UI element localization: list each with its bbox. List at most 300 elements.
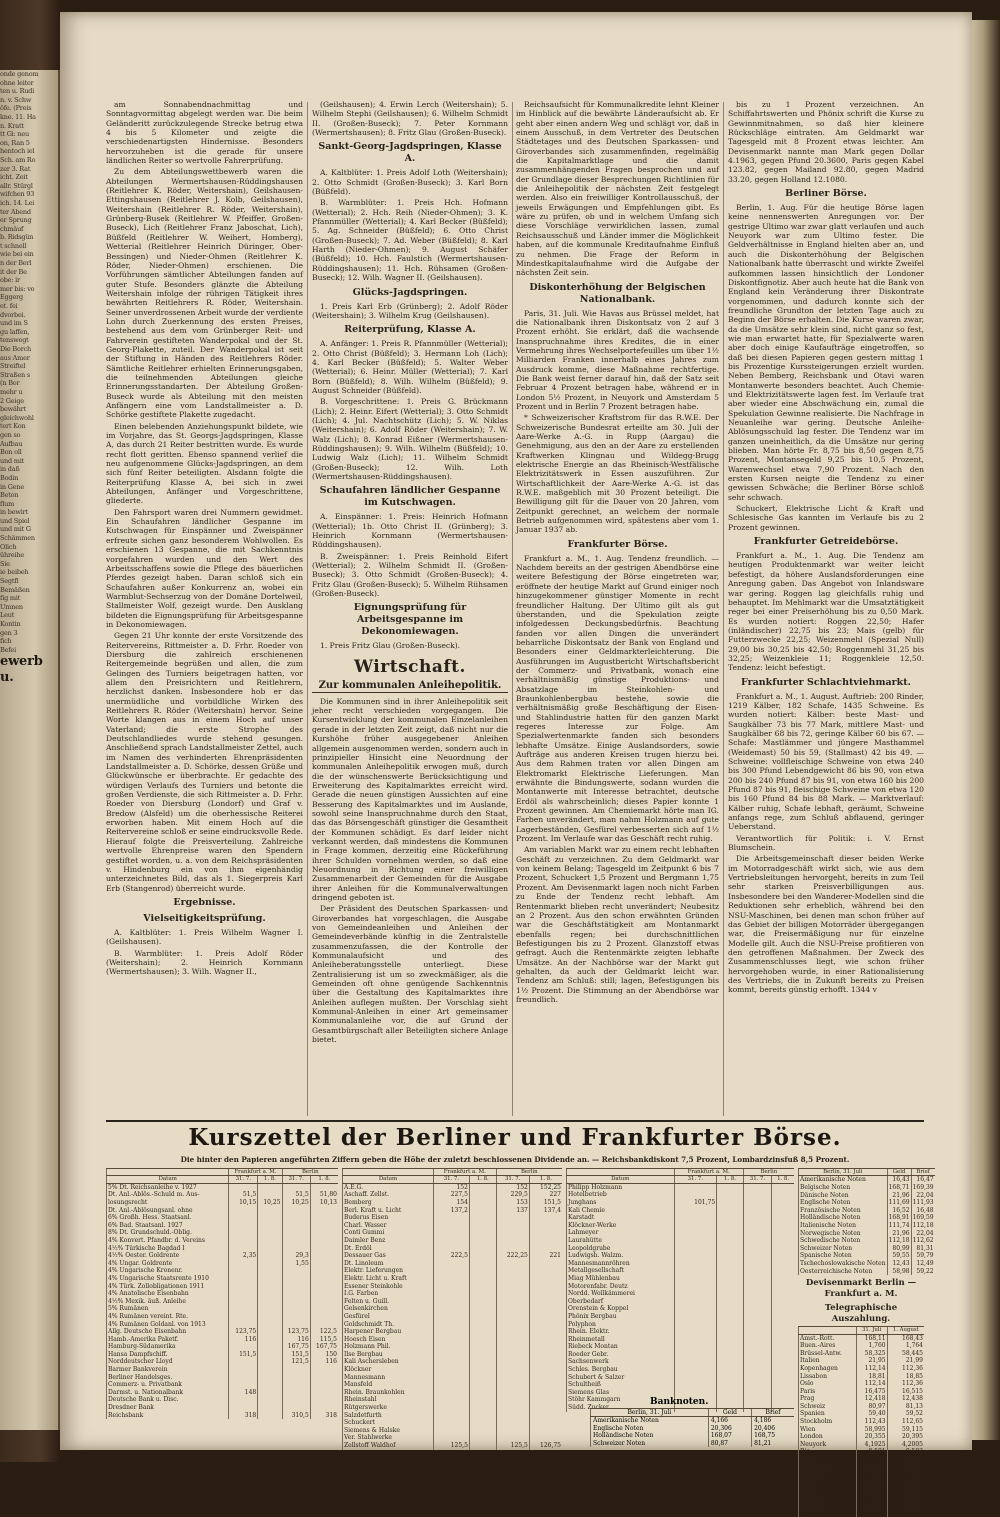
table-row <box>107 1374 339 1382</box>
security-name: Rhein. Braunkohlen <box>343 1389 434 1397</box>
quote-value: 20,355 <box>856 1433 887 1441</box>
quote-value <box>496 1427 529 1435</box>
quote-value: 318 <box>229 1412 258 1420</box>
security-name: Darmst. u. Nationalbank <box>107 1389 229 1397</box>
banknotes-table <box>590 1408 794 1447</box>
quote-value <box>717 1321 744 1329</box>
blank-header <box>107 1169 229 1176</box>
quote-value <box>469 1275 496 1283</box>
quote-value <box>469 1374 496 1382</box>
table-row <box>567 1199 795 1207</box>
wirtschaft-heading: Wirtschaft. <box>354 656 466 677</box>
table-row <box>343 1214 563 1222</box>
section-rule <box>106 1120 924 1122</box>
previous-page-line: (n Bor <box>0 379 20 388</box>
city-name: Athen <box>799 1509 857 1517</box>
column-header: Berlin, 31. Juli <box>591 1409 709 1417</box>
quote-value <box>717 1389 744 1397</box>
security-name: Junghans <box>567 1199 675 1207</box>
quote-value <box>772 1381 794 1389</box>
quote-value <box>469 1283 496 1291</box>
quote-value <box>772 1260 794 1268</box>
quote-value <box>258 1404 282 1412</box>
quote-value <box>229 1313 258 1321</box>
quote-value: 221 <box>529 1252 562 1260</box>
quote-value <box>743 1396 771 1404</box>
previous-page-edge <box>0 70 60 1430</box>
quote-value <box>743 1336 771 1344</box>
previous-page-line: ühreihe <box>0 551 25 560</box>
security-name: 4% Ungarische Kronenr. <box>107 1267 229 1275</box>
currency-name: Schwedische Noten <box>799 1237 888 1245</box>
quote-value <box>529 1396 562 1404</box>
article-paragraph: (Geilshausen); 4. Erwin Lerch (Weitershain); 5. Wilhelm Stephi (Geilshausen); 6. Wilhelm Schmidt II. (Großen-Buseck); 7. Peter Kornmann (Wermertshausen); 8. Fritz Glau (Großen-Buseck). <box>312 100 508 138</box>
quote-value: 1,951 <box>887 1456 924 1464</box>
result-paragraph: A. Anfänger: 1. Preis R. Pfannmüller (Wetterial); 2. Otto Christ (Büßfeld); 3. Hermann Loh (Lich); 4. Karl Becker (Büßfeld); 5. Walter Weber (Wetterial); 6. Heinr. Müller (Wetterial); 7. Karl Born (Büßfeld); 8. Wilh. Wilhelm (Büßfeld); 9. August Schneider (Büßfeld). <box>312 339 508 395</box>
table-row <box>107 1199 339 1207</box>
quote-value <box>469 1298 496 1306</box>
security-name: Englische Noten <box>591 1425 709 1432</box>
article-paragraph: am Sonnabendnachmittag und Sonntagvormittag abgelegt werden war. Die beim Geländeritt zurückzulegende Strecke betrug etwa 4 bis 5 Kilometer und zeigte die verschiedenartigsten Hindernisse. Besonders hervorzuheben ist die gerade für unsere ländlichen Reiter so wertvolle Fahrerprüfung. <box>106 100 303 166</box>
quote-value <box>258 1260 282 1268</box>
table-row <box>567 1183 795 1191</box>
table-row <box>799 1342 925 1350</box>
quote-value <box>717 1283 744 1291</box>
table-row <box>799 1418 925 1426</box>
table-row <box>343 1183 563 1191</box>
article-paragraph: Am variablen Markt war zu einem recht lebhaften Geschäft zu verzeichnen. Zu dem Geldmarkt war von keinem Belang; Tagesgeld im Zeitpunkt 6 bis 7 Prozent, Schuckert 1,5 Prozent und Bergmann 1,75 Prozent. Am Devisenmarkt lagen noch nicht Farben zu Ende der Tendenz recht lebhaft. Am Rentenmarkt blieben recht unverändert; Neubesitz an 2 Prozent. Aus den schon erwähnten Gründen war die Geschäftstätigkeit am Montanmarkt ebenfalls regen; bei durchschnittlichen Befestigungen bis zu 2 Prozent. Glanzstoff etwas gefragt. Auch die Rentenmärkte zeigten lebhafte Umsätze. An der Nachbörse war der Markt gut gehalten, da auch der Geldmarkt leicht war. Tendenz am Schluß: still; lagen, Befestigungen bis 1½ Prozent. Die Stimmung an der Abendbörse war freundlich. <box>516 845 719 1004</box>
security-name: Norddeutscher Lloyd <box>107 1358 229 1366</box>
currency-name: Tschechoslowakische Noten <box>800 1259 886 1267</box>
quote-value <box>434 1267 470 1275</box>
security-name: 6% Großh. Hess. Staatsanl. <box>107 1214 229 1222</box>
previous-page-line: Die Borch <box>0 345 32 353</box>
quote-value <box>310 1214 338 1222</box>
quote-value: 151,5 <box>229 1351 258 1359</box>
security-name: Dt. Anl.-Ablösungsanl. ohne <box>107 1207 229 1215</box>
result-paragraph: A. Einspänner: 1. Preis: Heinrich Hofmann (Wetterial); 1b. Otto Christ II. (Grünberg); 3. Heinrich Kornmann (Wermertshausen-Rüddingshausen). <box>312 512 508 550</box>
security-name: Hoesch Eisen <box>343 1336 434 1344</box>
quote-value <box>229 1183 258 1191</box>
quote-value <box>772 1396 794 1404</box>
quote-value: 51,5 <box>229 1191 258 1199</box>
article-paragraph: Einen belebenden Anziehungspunkt bildete, wie im Vorjahre, das St. Georgs-Jagdspringen, Klasse A, das durch 21 Reiter bestritten wurde. Es wurde recht flott geritten. Ebenso spannend verlief die neu aufgenommene Glücks-Jagdspringen, an dem sich fünf Reiter beteiligten. Alsdann folgte die Reiterprüfung Klasse A, bei sich in zwei Abteilungen, Anfänger und Vorgeschrittene, gliederte. <box>106 421 303 506</box>
security-name: 5% Dt. Reichsanleihe v. 1927 <box>107 1183 229 1191</box>
previous-page-line: und mit <box>0 456 25 465</box>
quote-value <box>674 1381 717 1389</box>
quote-value <box>529 1381 562 1389</box>
quote-value <box>772 1366 794 1374</box>
quote-value <box>310 1374 338 1382</box>
quote-value <box>529 1427 562 1435</box>
quote-value <box>469 1404 496 1412</box>
table-row <box>107 1396 339 1404</box>
quote-value <box>469 1366 496 1374</box>
quote-value <box>717 1351 744 1359</box>
quote-value <box>310 1389 338 1397</box>
quote-value <box>743 1267 771 1275</box>
quote-value <box>469 1183 496 1191</box>
column-2 <box>312 100 508 1118</box>
quote-value <box>529 1260 562 1268</box>
newspaper-page <box>60 12 972 1517</box>
article-paragraph: Die Arbeitsgemeinschaft dieser beiden Werke im Motorradgeschäft wirkt sich, wie aus dem Vertriebsleitungen hervorgeht, bereits in zum Teil sehr starken Preisverbilligungen aus. Insbesondere bei den Wanderer-Modellen sind die Reduktionen sehr erheblich, während bei den NSU-Maschinen, bei denen man schon früher auf das Gebiet der billigen Motorräder übergegangen war, die Preisermäßigung nur für einzelne Modelle gilt. Auch die NSU-Preise profitieren von den getroffenen Maßnahmen. Der Zweck des Zusammenschlusses liegt, wie schon früher hervorgehoben wurde, in einer Rationalisierung des Vertriebs, die in Zukunft bereits zu Preisen kommt, bereits günstig erhofft. 1344 v <box>728 854 924 995</box>
quote-value <box>674 1351 717 1359</box>
table-row <box>343 1245 563 1253</box>
table-row <box>799 1260 935 1268</box>
table-row <box>799 1334 925 1342</box>
quote-value <box>229 1343 258 1351</box>
security-name: Elektr. Licht u. Kraft <box>343 1275 434 1283</box>
table-row <box>567 1366 795 1374</box>
table-row <box>343 1275 563 1283</box>
section-heading: Ergebnisse. <box>173 896 236 908</box>
table-row <box>799 1230 935 1238</box>
quote-value <box>258 1237 282 1245</box>
previous-page-line: er Sprung <box>0 216 32 225</box>
quote-value <box>229 1229 258 1237</box>
result-paragraph: 1. Preis Karl Erb (Grünberg); 2. Adolf Röder (Weitershain); 3. Wilhelm Krug (Geilshausen). <box>312 301 508 320</box>
quote-value: 4,166 <box>708 1417 751 1425</box>
security-name: Kali Chemie <box>567 1207 675 1215</box>
city-name: Amst.-Rott. <box>799 1334 857 1342</box>
quote-value <box>282 1396 310 1404</box>
previous-page-line: Beton <box>0 491 19 500</box>
quote-value <box>529 1321 562 1329</box>
quote-value <box>743 1222 771 1230</box>
quote-value <box>258 1313 282 1321</box>
quote-value: 152,25 <box>529 1183 562 1191</box>
article-paragraph: bis zu 1 Prozent verzeichnen. An Schiffahrtswerten und Phönix schrift die Kurse zu Gewinnmitnahmen, so daß hier kleinere Rückschläge eintraten. Am Geldmarkt war Tagesgeld mit 8 Prozent etwas leichter. Am Devisenmarkt nannte man Mark gegen Dollar 4.1963, gegen Pfund 20.3600, Paris gegen Kabel 123.82, gegen Mailand 92.80, gegen Madrid 33.20, gegen Holland 12.1080. <box>728 100 924 184</box>
quote-value: 58,325 <box>856 1350 887 1358</box>
table-row <box>343 1260 563 1268</box>
security-name: Rhein. Elektr. <box>567 1328 675 1336</box>
quote-value <box>469 1237 496 1245</box>
quote-value: 112,36 <box>887 1365 924 1373</box>
quote-value <box>674 1336 717 1344</box>
security-name: Gesfürel <box>343 1313 434 1321</box>
quote-value <box>310 1305 338 1313</box>
quote-value: 123,75 <box>282 1328 310 1336</box>
quote-value <box>229 1260 258 1268</box>
table-row <box>343 1366 563 1374</box>
quote-value: 126,75 <box>529 1442 562 1450</box>
devisen-heading: Devisenmarkt Berlin — Frankfurt a. M. <box>805 1278 917 1300</box>
quote-value <box>743 1389 771 1397</box>
security-name: Allg. Deutsche Eisenbahn <box>107 1328 229 1336</box>
quote-value <box>674 1229 717 1237</box>
result-paragraph: B. Zweispänner: 1. Preis Reinhold Eifert (Wetterial); 2. Wilhelm Schmidt II. (Großen-Buseck); 3. Otto Schmidt (Großen-Buseck); 4. Fritz Glau (Großen-Buseck); 5. Wilhelm Rühsamen (Großen-Buseck). <box>312 551 508 599</box>
quote-value <box>674 1358 717 1366</box>
quote-value: 22,04 <box>911 1192 935 1200</box>
quote-value <box>258 1229 282 1237</box>
quote-value: 73,12 <box>856 1471 887 1479</box>
security-name: Harpener Bergbau <box>343 1328 434 1336</box>
quote-value: 0,503 <box>887 1448 924 1456</box>
quote-value: 12,49 <box>911 1260 935 1268</box>
quote-value <box>674 1275 717 1283</box>
security-name: Zellstoff Waldhof <box>343 1442 434 1450</box>
previous-page-line: Sch. am Ro <box>0 155 36 164</box>
table-row <box>799 1365 925 1373</box>
quote-value <box>772 1290 794 1298</box>
quote-value <box>258 1245 282 1253</box>
security-name: Rütgerswerke <box>343 1404 434 1412</box>
previous-page-line: gen so <box>0 430 21 439</box>
security-name: Oberbedarf <box>567 1298 675 1306</box>
table-row <box>567 1328 795 1336</box>
table-row <box>343 1252 563 1260</box>
quote-value <box>772 1237 794 1245</box>
table-row <box>567 1305 795 1313</box>
previous-page-line: chmäuf <box>0 224 24 233</box>
quote-value <box>529 1222 562 1230</box>
city-name: Budapest <box>799 1471 857 1479</box>
quote-value: 169,39 <box>912 1184 934 1191</box>
quote-value <box>529 1229 562 1237</box>
table-row <box>799 1471 925 1479</box>
quote-value <box>674 1222 717 1230</box>
security-name: Südd. Zucker <box>567 1404 675 1412</box>
quote-value <box>529 1283 562 1291</box>
previous-page-line: dvorbei. <box>0 310 26 319</box>
security-name: Deutsche Bank u. Disc. <box>107 1396 229 1404</box>
quote-value <box>772 1222 794 1230</box>
quote-value <box>229 1404 258 1412</box>
security-name: Mannesmann <box>343 1374 434 1382</box>
quote-value <box>310 1183 338 1191</box>
quote-value <box>496 1237 529 1245</box>
table-row <box>107 1313 339 1321</box>
quote-value <box>229 1305 258 1313</box>
quote-value <box>674 1245 717 1253</box>
quote-value <box>529 1267 562 1275</box>
previous-page-line: wie bei ein <box>0 250 34 259</box>
quote-value: 4,2005 <box>887 1441 924 1449</box>
quote-value <box>434 1305 470 1313</box>
quote-value: 73,26 <box>887 1471 924 1479</box>
quote-value: 168,91 <box>888 1214 910 1222</box>
previous-page-line: Umnen <box>0 602 23 611</box>
quote-value <box>258 1214 282 1222</box>
table-row <box>799 1502 925 1510</box>
security-name: Holländische Noten <box>591 1432 709 1439</box>
quote-value <box>258 1328 282 1336</box>
quote-value <box>282 1229 310 1237</box>
security-name: Schuckert <box>343 1419 434 1427</box>
previous-page-line: et. fei <box>0 302 18 311</box>
quote-value: 59,115 <box>887 1426 924 1434</box>
security-name: Ilse Bergbau <box>343 1351 434 1359</box>
quote-value <box>743 1237 771 1245</box>
quote-value <box>717 1214 744 1222</box>
quote-value: 58,98 <box>887 1268 911 1276</box>
article-paragraph: Gegen 21 Uhr konnte der erste Vorsitzende des Reitervereins, Rittmeister a. D. Frhr. Roeder von Diersburg die zahlreich erschienenen Reitergemeinde begrüßen und allen, die zum Gelingen des Turniers beigetragen hatten, vor allem den Preisrichtern und Reitlehrern, herzlichst danken. Insbesondere hob er das unermüdliche und vorbildliche Wirken des Reitlehrers R. Röder (Weitershain) hervor. Seine Worte klangen aus in einem Hoch auf unser Vaterland; die erste Strophe des Deutschlandliedes wurde stehend gesungen. Anschließend sprach Landstallmeister Zettel, auch im Namen des verhinderten Ehrenpräsidenten Landstallmeister a. D. Schörke, dessen Grüße und Glückwünsche er überbrachte. Er gedachte des würdigen Verlaufs des Turniers und betonte die großen Verdienste, die sich Rittmeister a. D. Frhr. Roeder von Diersburg (Londorf) und Graf v. Bredow (Alsfeld) um die oberhessische Reiterei erworben haben. Mit einem Hoch auf die Reitervereine schloß er seine eindrucksvolle Rede. Hierauf folgte die Preisverteilung. Zahlreiche wertvolle Ehrenpreise waren den Spendern gestiftet worden, u. a. von dem Reichspräsidenten v. Hindenburg ein von ihm eigenhändig unterzeichnetes Bild, das als 1. Siegerpreis Karl Erb (Stangenrod) überreicht wurde. <box>106 631 303 893</box>
security-name: Siemens & Halske <box>343 1427 434 1435</box>
city-name: Neuyork <box>799 1441 857 1449</box>
table-row <box>107 1298 339 1306</box>
city-name: Kairo <box>799 1486 857 1494</box>
table-row <box>107 1389 339 1397</box>
kurszettel-note: Die hinter den Papieren angeführten Ziffern geben die Höhe der zuletzt beschlossenen Dividende an. — Reichsbankdiskont 7,5 Prozent, Lombardzinsfuß 8,5 Prozent. <box>180 1155 850 1164</box>
quote-value <box>674 1283 717 1291</box>
table-row <box>107 1214 339 1222</box>
quote-value <box>469 1321 496 1329</box>
kurszettel-title: Kurszettel der Berliner und Frankfurter Börse. <box>188 1124 842 1151</box>
column-header: 31. 7. <box>743 1176 771 1183</box>
security-name: Dessauer Gas <box>343 1252 434 1260</box>
quote-value <box>258 1412 282 1420</box>
quote-value <box>258 1366 282 1374</box>
quote-value <box>772 1191 794 1199</box>
quote-value <box>717 1245 744 1253</box>
security-name: Hamburg-Südamerika <box>107 1343 229 1351</box>
stock-table-3 <box>566 1168 794 1412</box>
quote-value <box>674 1183 717 1191</box>
quote-value: 116 <box>310 1358 338 1366</box>
table-row <box>567 1275 795 1283</box>
currency-name: Italienische Noten <box>799 1222 888 1230</box>
security-name: Amerikanische Noten <box>591 1417 709 1425</box>
quote-value <box>772 1305 794 1313</box>
quote-value: 20,87 <box>856 1486 887 1494</box>
section-heading: Reiterprüfung, Klasse A. <box>344 324 476 336</box>
table-row <box>567 1358 795 1366</box>
quote-value <box>469 1313 496 1321</box>
article-paragraph: * Schweizerischer Kraftstrom für das R.W.E. Der Schweizerische Bundesrat erteilte am 30. Juli der Aare-Werke A.-G. in Rupp (Aargau) die Genehmigung, aus den an der Aare zu erstellenden Kraftwerken Klingnau und Wildegg-Brugg elektrische Energie an das Rheinisch-Westfälische Elektrizitätswerk in Essen auszuführen. Zur Wirtschaftlichkeit der Aare-Werke A.-G. ist das R.W.E. maßgeblich mit 30 Prozent beteiligt. Die Bewilligung gilt für die Dauer von 20 Jahren, vom Zeitpunkt gerechnet, an welchem der normale Betrieb aufgenommen wird, spätestens aber vom 1. Januar 1937 ab. <box>516 413 719 535</box>
currency-name: Holländische Noten <box>799 1214 888 1222</box>
quote-value <box>717 1374 744 1382</box>
previous-page-line: tt Gi: neu <box>0 130 30 139</box>
quote-value <box>469 1305 496 1313</box>
quote-value <box>469 1412 496 1420</box>
quote-value <box>469 1427 496 1435</box>
table-row <box>343 1412 563 1420</box>
quote-value <box>717 1191 744 1199</box>
result-paragraph: A. Kaltblüter: 1. Preis Adolf Loth (Weitershain); 2. Otto Schmidt (Großen-Buseck); 3. Karl Born (Büßfeld). <box>312 168 508 197</box>
quote-value <box>496 1328 529 1336</box>
quote-value <box>772 1275 794 1283</box>
previous-page-line: kne. 11. Ha <box>0 112 36 121</box>
quote-value: 112,18 <box>912 1221 934 1229</box>
currency-name: Belgische Noten <box>799 1184 888 1192</box>
quote-value <box>310 1252 338 1260</box>
quote-value <box>674 1389 717 1397</box>
security-name: Hansa Dampfschiff. <box>107 1351 229 1359</box>
security-name: 4% Türk. Zollobligationen 1911 <box>107 1283 229 1291</box>
table-row <box>567 1260 795 1268</box>
quote-value <box>496 1336 529 1344</box>
blank-header <box>567 1169 675 1176</box>
quote-value <box>469 1434 496 1442</box>
quote-value <box>310 1222 338 1230</box>
result-paragraph: B. Warmblüter: 1. Preis Hch. Hofmann (Wetterial); 2. Hch. Reih (Nieder-Ohmen); 3. K. Pfannmüller (Wetterial); 4. Karl Becker (Büßfeld); 5. Ag. Schneider (Büßfeld); 6. Otto Christ (Großen-Buseck); 7. Ad. Weber (Büßfeld); 8. Karl Harth (Nieder-Ohmen); 9. August Schäfer (Büßfeld); 10. Hch. Faulstich (Wermertshausen-Rüddingshausen); 11. Hch. Rühsamen (Großen-Buseck); 12. Wilh. Wagner II. (Geilshausen). <box>312 198 508 283</box>
table-row <box>107 1366 339 1374</box>
previous-page-line: zer 3. Rat <box>0 164 31 173</box>
security-name: Reichsbank <box>107 1412 229 1420</box>
table-row <box>343 1207 563 1215</box>
quote-value <box>258 1222 282 1230</box>
quote-value <box>743 1290 771 1298</box>
quote-value <box>258 1283 282 1291</box>
security-name: Conti Gummi <box>343 1229 434 1237</box>
responsibility-note: Verantwortlich für Politik: i. V. Ernst Blumschein. <box>728 833 924 853</box>
quote-value <box>229 1298 258 1306</box>
quote-value <box>717 1396 744 1404</box>
table-row <box>799 1252 935 1260</box>
quote-value <box>717 1305 744 1313</box>
quote-value: 4,134 <box>887 1502 924 1510</box>
blank-header <box>343 1169 434 1176</box>
table-row <box>591 1440 795 1447</box>
quote-value <box>674 1343 717 1351</box>
table-row <box>107 1358 339 1366</box>
quote-value <box>229 1214 258 1222</box>
quote-value: 3,042 <box>887 1479 924 1487</box>
security-name: 4% Anatolische Eisenbahn <box>107 1290 229 1298</box>
security-name: Philipp Holzmann <box>567 1183 675 1191</box>
quote-value <box>469 1229 496 1237</box>
security-name: Dt. Erdöl <box>343 1245 434 1253</box>
quote-value <box>743 1283 771 1291</box>
quote-value <box>529 1298 562 1306</box>
section-heading: Schaufahren ländlicher Gespanne im Kutschwagen. <box>319 485 501 509</box>
security-name: Sachsenwerk <box>567 1358 675 1366</box>
quote-value <box>469 1267 496 1275</box>
quote-value <box>743 1298 771 1306</box>
security-name: Ver. Stahlwerke <box>343 1434 434 1442</box>
quote-value <box>496 1366 529 1374</box>
quote-value <box>469 1351 496 1359</box>
quote-value <box>282 1313 310 1321</box>
quote-value <box>434 1290 470 1298</box>
table-row <box>343 1328 563 1336</box>
quote-value: 80,87 <box>708 1440 751 1447</box>
quote-value <box>717 1252 744 1260</box>
security-name: Essener Steinkohle <box>343 1283 434 1291</box>
quote-value <box>717 1267 744 1275</box>
quote-value <box>229 1245 258 1253</box>
quote-value: 168,11 <box>856 1334 887 1342</box>
quote-value: 151,5 <box>282 1351 310 1359</box>
table-row <box>107 1191 339 1199</box>
table-row <box>799 1395 925 1403</box>
previous-page-line: Leut <box>0 611 15 620</box>
quote-value: 16,47 <box>911 1176 935 1184</box>
quote-value <box>717 1298 744 1306</box>
security-name: Mannesmannröhren <box>567 1260 675 1268</box>
telegraph-heading: Telegraphische Auszahlung. <box>824 1303 898 1325</box>
security-name: Hotelbetrieb <box>567 1191 675 1199</box>
previous-page-line: Bon oll <box>0 448 22 457</box>
table-row <box>799 1494 925 1502</box>
previous-page-text <box>0 70 58 686</box>
table-row <box>799 1373 925 1381</box>
banknotes-title: Banknoten. <box>650 1397 709 1407</box>
article-paragraph: Zu dem Abteilungswettbewerb waren die Abteilungen Wermertshausen-Rüddingshausen (Reitlehrer K. Röder, Weitershain), Geilshausen-Ettingshausen (Reitlehrer J. Kolb, Geilshausen), Weitershain (Reitlehrer R. Röder, Weitershain), Grünberg-Busek (Reitlehrer W. Pfeiffer, Großen-Buseck), Lich (Reitlehrer Franz Jaboschat, Lich), Büßfeld (Reitlehrer W. Weihert, Homberg), Wetterial (Reitlehrer Heinrich Düringer, Ober-Bessingen) und Nieder-Ohmen (Reitlehrer K. Röder, Nieder-Ohmen) erschienen. Die Vorführungen sämtlicher Abteilungen fanden auf guter Stufe. Besonders glänzte die Abteilung Weitershain infolge der rührigen Tätigkeit ihres bewährten Reitlehrers R. Röder, Weitershain. Seiner unverdrossenen Arbeit wurde der verdiente Lohn durch Zuerkennung des ersten Preises, bestehend aus dem vom Grünberger Reit- und Fahrverein gestifteten Wanderpokal und der St. Georg-Plakette, zuteil. Der Wanderpokal ist seit der Stiftung in Händen des Reitlehrers Röder. Sämtliche Reitlehrer erhielten Erinnerungsgaben, die teilnehmenden Abteilungen gleiche Erinnerungsstandarten. Der Abteilung Großen-Buseck wurde als Abteilung mit den meisten Anfängern eine vom Landstallmeister a. D. Schörke gestiftete Plakette zugedacht. <box>106 167 303 420</box>
quote-value <box>529 1275 562 1283</box>
column-header: 1. 8. <box>310 1176 338 1183</box>
quote-value <box>529 1389 562 1397</box>
quote-value: 150 <box>310 1351 338 1359</box>
previous-page-line: in daß <box>0 465 20 474</box>
table-row <box>567 1321 795 1329</box>
section-heading: Berliner Börse. <box>785 188 867 200</box>
quote-value <box>717 1381 744 1389</box>
table-row <box>343 1389 563 1397</box>
quote-value <box>258 1191 282 1199</box>
currency-name: Schweizer Noten <box>799 1245 888 1253</box>
